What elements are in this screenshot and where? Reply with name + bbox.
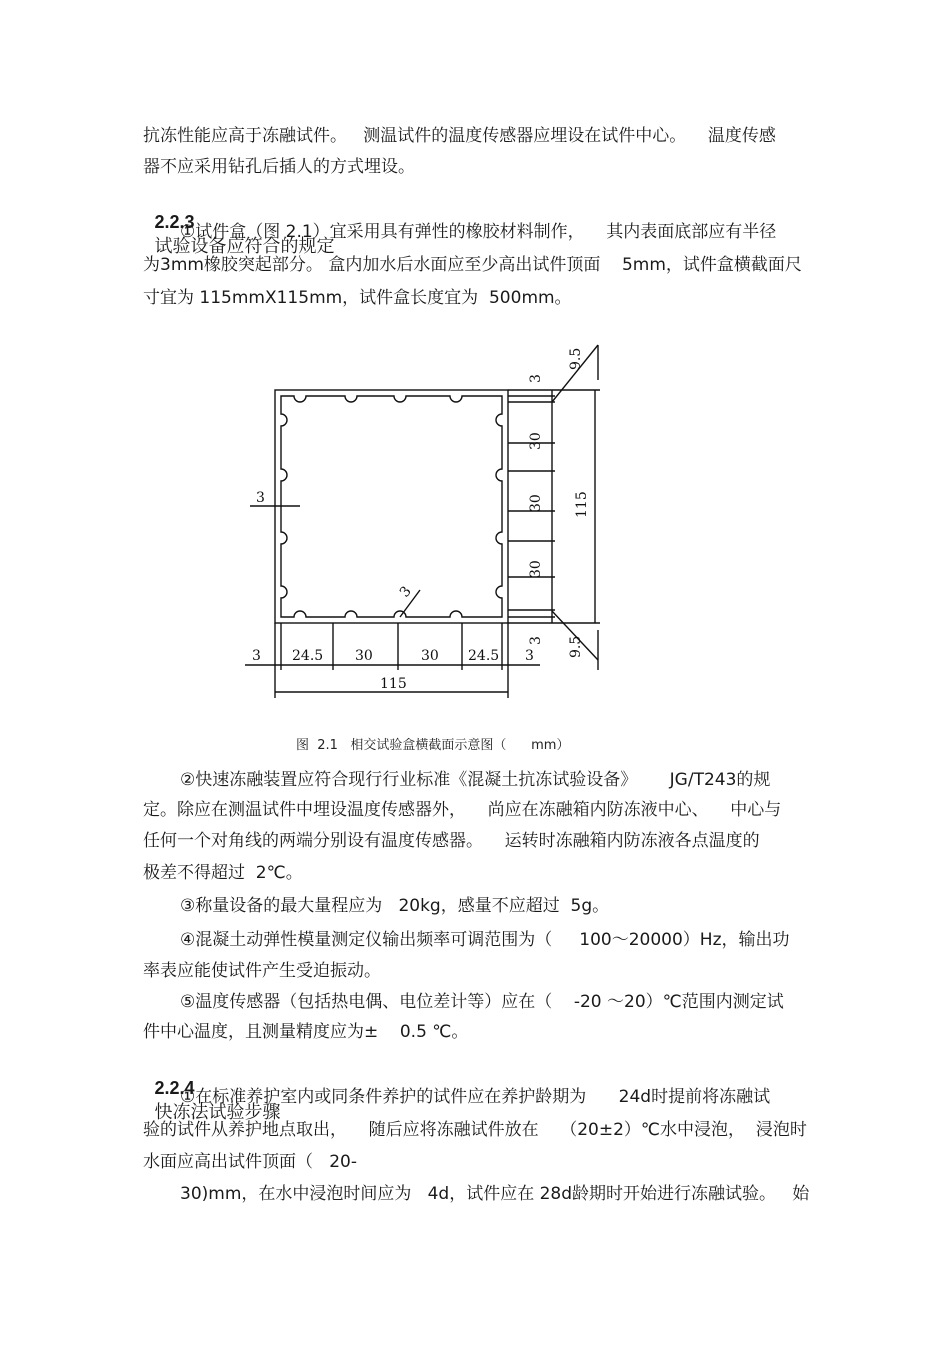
dim-bottom-1: 24.5 (292, 648, 324, 664)
text-line: ③称量设备的最大量程应为 20kg，感量不应超过 5g。 (180, 896, 610, 916)
text-line: 任何一个对角线的两端分别设有温度传感器。 运转时冻融箱内防冻液各点温度的 (143, 831, 760, 851)
dim-right-total: 115 (574, 491, 590, 518)
box-cross-section-figure (240, 340, 620, 710)
dim-left-3: 3 (256, 490, 265, 506)
dim-right-1: 30 (528, 432, 544, 450)
inner-box-with-bumps (281, 396, 502, 617)
text-line: ⑤温度传感器（包括热电偶、电位差计等）应在（ -20 ～20）℃范围内测定试 (180, 992, 784, 1012)
text-line: 水面应高出试件顶面（ 20- (143, 1152, 357, 1172)
text-line: 验的试件从养护地点取出， 随后应将冻融试件放在 （20±2）℃水中浸泡， 浸泡时 (143, 1120, 807, 1140)
dim-right-0: 3 (528, 374, 544, 383)
text-line: ①在标准养护室内或同条件养护的试件应在养护龄期为 24d时提前将冻融试 (180, 1087, 771, 1107)
dim-right-outer-bottom: 9.5 (568, 635, 584, 658)
figure-caption: 图 2.1 相交试验盒横截面示意图（ mm） (296, 738, 570, 753)
section-number: 2.2.3 (154, 212, 195, 232)
text-line: ②快速冻融装置应符合现行行业标准《混凝土抗冻试验设备》 JG/T243的规 (180, 770, 771, 790)
section-title: 试验设备应符合的规定 (154, 236, 335, 257)
dim-bottom-3: 30 (421, 648, 439, 664)
dim-right-2: 30 (528, 494, 544, 512)
dim-bottom-0: 3 (252, 648, 261, 664)
section-number: 2.2.4 (154, 1078, 195, 1098)
text-line: ①试件盒（图 2.1）宜采用具有弹性的橡胶材料制作， 其内表面底部应有半径 (180, 222, 777, 242)
dim-right-3: 30 (528, 560, 544, 578)
text-line: 抗冻性能应高于冻融试件。 测温试件的温度传感器应埋设在试件中心。 温度传感 (143, 126, 776, 146)
dim-bottom-5: 3 (525, 648, 534, 664)
dim-bottom-total: 115 (380, 676, 407, 692)
text-line: 30)mm，在水中浸泡时间应为 4d，试件应在 28d龄期时开始进行冻融试验。 始 (180, 1184, 810, 1204)
dim-bump-radius: 3 (396, 583, 415, 601)
text-line: 定。除应在测温试件中埋设温度传感器外， 尚应在冻融箱内防冻液中心、 中心与 (143, 800, 782, 820)
text-line: 极差不得超过 2℃。 (143, 863, 303, 883)
dim-bottom-2: 30 (355, 648, 373, 664)
section-title: 快冻法试验步骤 (154, 1102, 281, 1123)
text-line: 器不应采用钻孔后插人的方式埋设。 (143, 157, 415, 177)
text-line: 为3mm橡胶突起部分。 盒内加水后水面应至少高出试件顶面 5mm，试件盒横截面尺 (143, 255, 802, 275)
text-line: 寸宜为 115mmX115mm，试件盒长度宜为 500mm。 (143, 288, 572, 308)
outer-box (275, 390, 508, 623)
text-line: 率表应能使试件产生受迫振动。 (143, 961, 381, 981)
text-line: ④混凝土动弹性模量测定仪输出频率可调范围为（ 100～20000）Hz，输出功 (180, 930, 790, 950)
text-line: 件中心温度，且测量精度应为± 0.5 ℃。 (143, 1022, 469, 1042)
dim-bottom-4: 24.5 (468, 648, 500, 664)
dim-right-outer-top: 9.5 (568, 347, 584, 370)
dim-right-4: 3 (528, 636, 544, 645)
